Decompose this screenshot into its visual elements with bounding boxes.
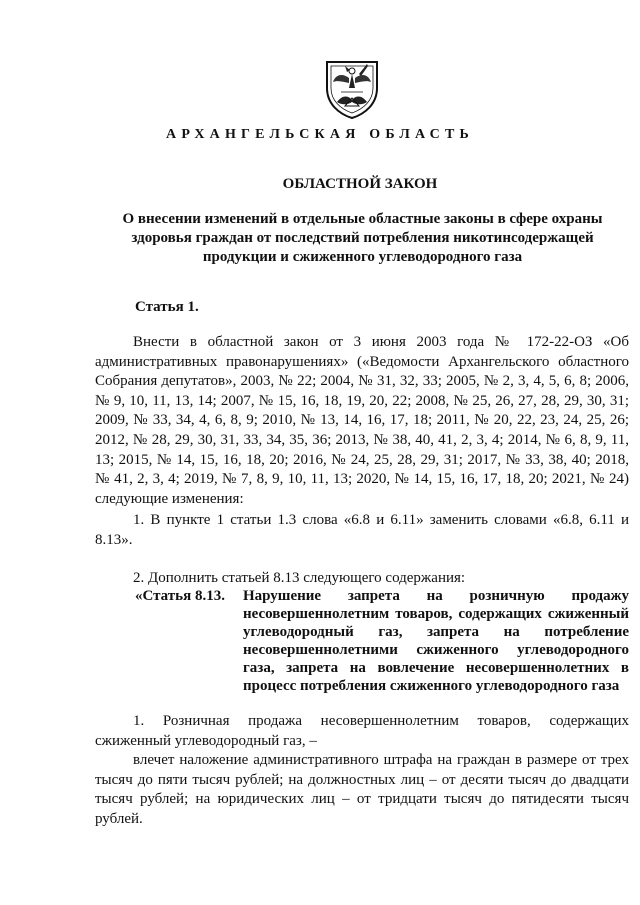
paragraph-intro: Внести в областной закон от 3 июня 2003 года № 172-22-ОЗ «Об административных правонарушениях» («Ведомости Архангельского областного Собрания депутатов», 2003, № 22; 2004, № 31, 32, 33; 2005, № 2, 3, 4, 5, 6, 8; 2006, № 9, 10, 11, 13, 14; 2007, № 15, 16, 18, 19, 20, 22; 2008, № 25, 26, 27, 28, 29, 30, 31; 2009, № 33, 34, 4, 6, 8, 9; 2010, № 13, 14, 16, 17, 18; 2011, № 20, 22, 23, 24, 25, 26; 2012, № 28, 29, 30, 31, 33, 34, 35, 36; 2013, № 38, 40, 41, 2, 3, 4; 2014, № 6, 8, 9, 11, 13; 2015, № 14, 15, 16, 18, 20; 2016, № 24, 25, 28, 29, 31; 2017, № 33, 38, 40; 2018, № 41, 2, 3, 4; 2019, № 7, 8, 9, 10, 11, 13; 2020, № 14, 15, 16, 17, 18, 20; 2021, № 24) следующие изменения: — [95, 334, 629, 507]
penalty-text: влечет наложение административного штрафа на граждан в размере от трех тысяч до пяти тысяч рублей; на должностных лиц – от десяти тысяч до двадцати тысяч рублей; на юридических лиц – от тридцати тысяч до пятидесяти тысяч рублей. — [95, 752, 629, 827]
new-article-title: Нарушение запрета на розничную продажу несовершеннолетним товаров, содержащих сжиженный углеводородный газ, запрета на потребление несовершеннолетними сжиженного углеводородного газа, запрета на вовлечение несовершеннолетних в процесс потребления сжиженного углеводородного газа — [243, 588, 629, 694]
coat-of-arms-icon — [321, 58, 383, 120]
region-name: АРХАНГЕЛЬСКАЯ ОБЛАСТЬ — [166, 127, 474, 142]
amendment-item-2: 2. Дополнить статьей 8.13 следующего содержания: — [133, 570, 466, 586]
new-article-label: «Статья 8.13. — [135, 588, 225, 604]
amendment-item-1: 1. В пункте 1 статьи 1.3 слова «6.8 и 6.11» заменить словами «6.8, 6.11 и 8.13». — [95, 512, 629, 548]
sub-item-1: 1. Розничная продажа несовершеннолетним товаров, содержащих сжиженный углеводородный газ, – — [95, 713, 629, 749]
law-type: ОБЛАСТНОЙ ЗАКОН — [282, 176, 438, 192]
law-title: О внесении изменений в отдельные областные законы в сфере охраны здоровья граждан от последствий потребления никотинсодержащей продукции и сжиженного углеводородного газа — [122, 211, 603, 265]
article-heading: Статья 1. — [135, 299, 199, 315]
